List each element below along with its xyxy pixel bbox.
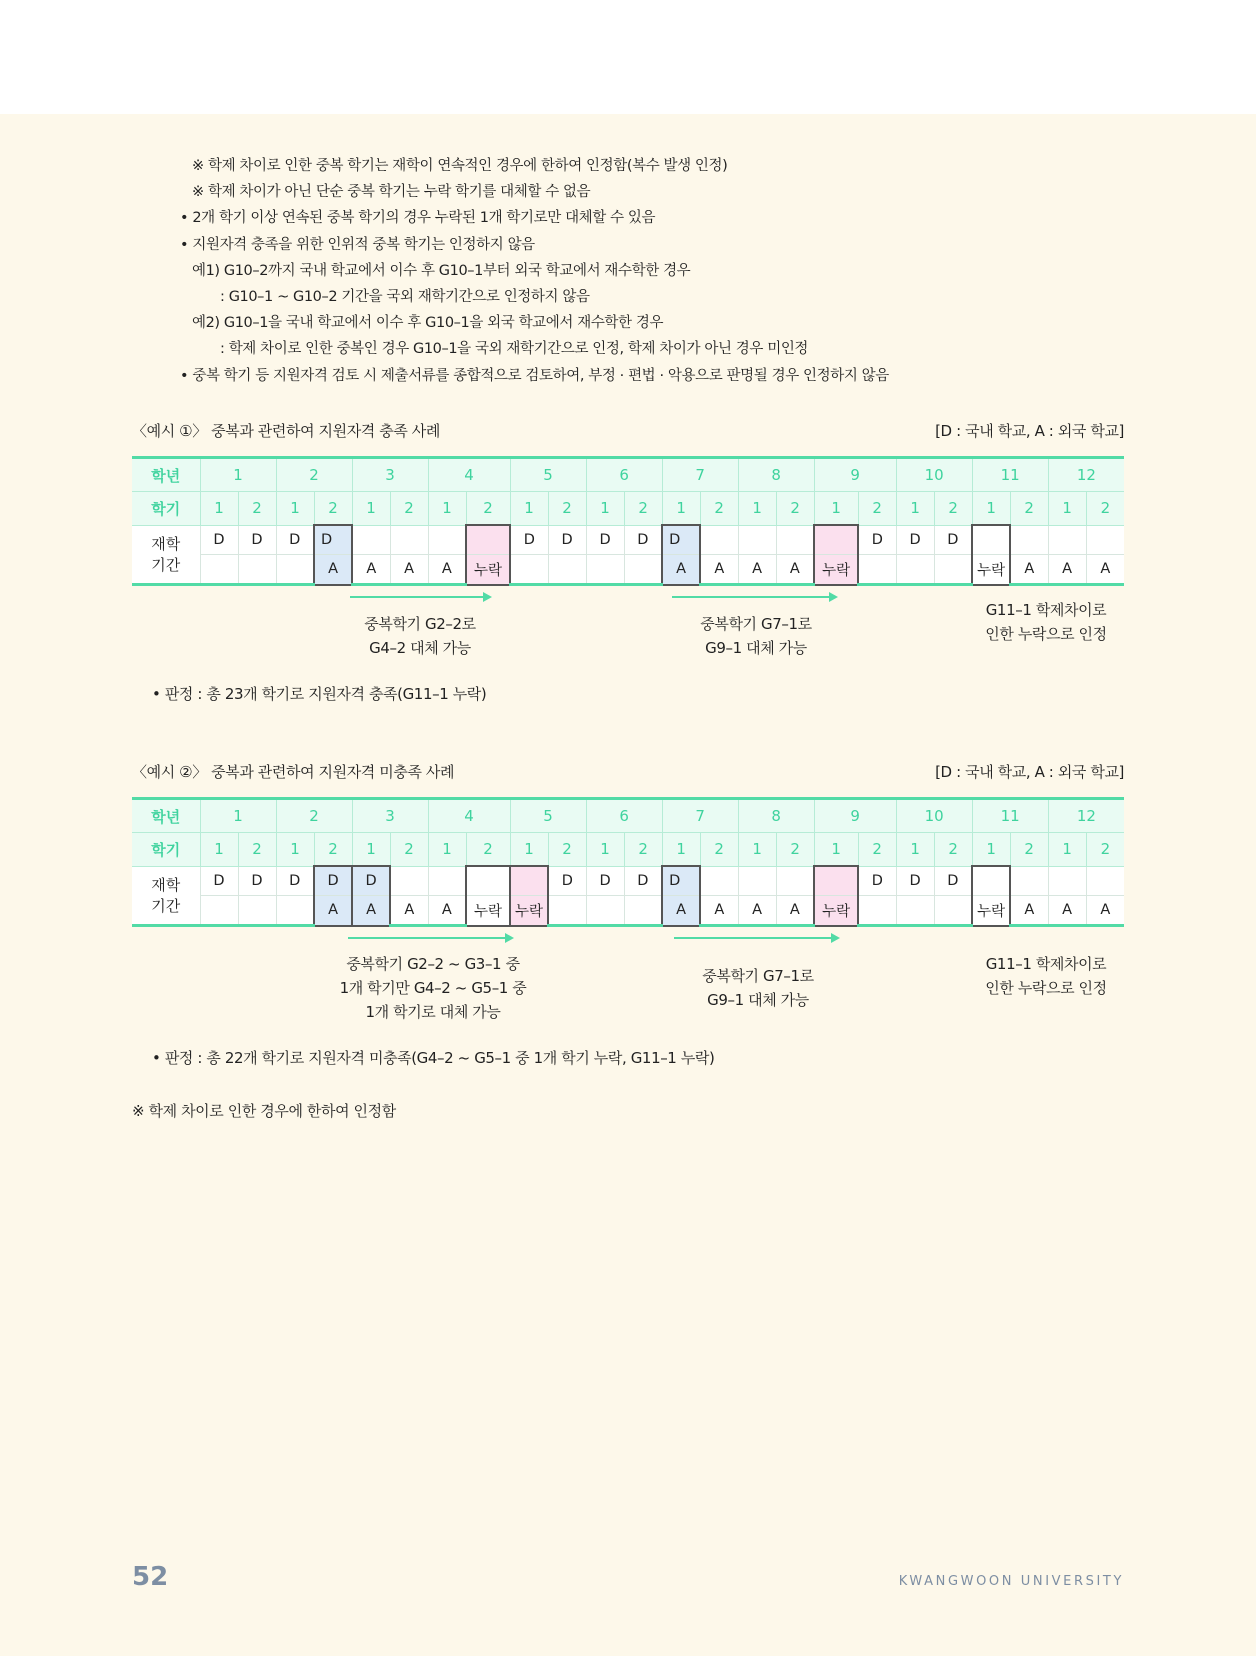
domestic-semester-cell — [1048, 866, 1086, 896]
foreign-semester-cell: A — [314, 896, 352, 926]
semester-cell: 2 — [858, 833, 896, 867]
domestic-semester-cell — [390, 525, 428, 555]
semester-cell: 2 — [624, 833, 662, 867]
domestic-semester-cell: D — [200, 525, 238, 555]
semester-cell: 1 — [1048, 833, 1086, 867]
foreign-semester-cell — [858, 555, 896, 585]
grade-cell: 9 — [814, 799, 896, 833]
foreign-semester-cell — [934, 555, 972, 585]
foreign-semester-cell: A — [1048, 896, 1086, 926]
semester-cell: 2 — [466, 833, 510, 867]
semester-cell: 1 — [1048, 492, 1086, 526]
intro-line: • 중복 학기 등 지원자격 검토 시 제출서류를 종합적으로 검토하여, 부정 · 편법 · 악용으로 판명될 경우 인정하지 않음 — [180, 367, 889, 384]
semester-cell: 1 — [200, 492, 238, 526]
domestic-semester-cell — [428, 866, 466, 896]
domestic-semester-cell: D — [314, 866, 352, 896]
foreign-semester-cell: A — [1086, 555, 1124, 585]
foreign-semester-cell: A — [1048, 555, 1086, 585]
example-1-legend: [D : 국내 학교, A : 외국 학교] — [935, 422, 1124, 440]
intro-line: ※ 학제 차이가 아닌 단순 중복 학기는 누락 학기를 대체할 수 없음 — [192, 184, 591, 201]
example-1-note-1 — [330, 612, 510, 660]
semester-cell: 2 — [1086, 492, 1124, 526]
domestic-semester-cell: D — [314, 525, 352, 555]
grade-cell: 1 — [200, 458, 276, 492]
foreign-semester-cell: A — [776, 896, 814, 926]
domestic-semester-cell: D — [934, 525, 972, 555]
note-line: G9–1 대체 가능 — [705, 639, 807, 657]
grade-cell: 12 — [1048, 458, 1124, 492]
note-line: 중복학기 G7–1로 — [700, 615, 812, 633]
semester-cell: 2 — [934, 833, 972, 867]
note-line: 1개 학기만 G4–2 ~ G5–1 중 — [339, 979, 527, 997]
domestic-semester-cell: D — [896, 525, 934, 555]
grade-cell: 7 — [662, 458, 738, 492]
semester-cell: 2 — [776, 492, 814, 526]
domestic-semester-cell — [1086, 866, 1124, 896]
semester-cell: 1 — [662, 492, 700, 526]
domestic-semester-cell — [466, 525, 510, 555]
domestic-semester-cell: D — [586, 525, 624, 555]
semester-cell: 2 — [700, 833, 738, 867]
domestic-semester-cell — [1010, 525, 1048, 555]
domestic-semester-cell — [972, 525, 1010, 555]
domestic-semester-cell — [390, 866, 428, 896]
semester-cell: 1 — [276, 492, 314, 526]
domestic-semester-cell — [814, 866, 858, 896]
enrollment-label-line: 재학 — [151, 876, 181, 895]
grade-header: 학년 — [132, 799, 200, 833]
foreign-semester-cell: A — [1010, 555, 1048, 585]
example-2-arrow-1 — [348, 937, 512, 939]
grade-cell: 3 — [352, 458, 428, 492]
grade-cell: 6 — [586, 799, 662, 833]
semester-cell: 1 — [428, 833, 466, 867]
semester-cell: 1 — [352, 833, 390, 867]
foreign-semester-cell — [896, 896, 934, 926]
note-line: 1개 학기로 대체 가능 — [365, 1003, 501, 1021]
grade-cell: 10 — [896, 799, 972, 833]
grade-cell: 6 — [586, 458, 662, 492]
note-line: G4–2 대체 가능 — [369, 639, 471, 657]
domestic-semester-cell — [972, 866, 1010, 896]
semester-cell: 1 — [276, 833, 314, 867]
grade-cell: 8 — [738, 799, 814, 833]
foreign-semester-cell: A — [662, 896, 700, 926]
domestic-semester-cell: D — [858, 525, 896, 555]
enrollment-label-line: 재학 — [151, 535, 181, 554]
semester-cell: 2 — [776, 833, 814, 867]
example-1-arrow-1 — [350, 596, 490, 598]
foreign-semester-cell — [238, 555, 276, 585]
example-2-note-3 — [956, 952, 1136, 1000]
foreign-semester-cell: A — [700, 555, 738, 585]
grade-cell: 1 — [200, 799, 276, 833]
semester-cell: 1 — [586, 492, 624, 526]
example-1-verdict: • 판정 : 총 23개 학기로 지원자격 충족(G11–1 누락) — [152, 685, 487, 703]
semester-cell: 1 — [510, 492, 548, 526]
domestic-semester-cell: D — [510, 525, 548, 555]
semester-cell: 2 — [390, 492, 428, 526]
intro-line: • 지원자격 충족을 위한 인위적 중복 학기는 인정하지 않음 — [180, 236, 535, 253]
semester-cell: 1 — [814, 833, 858, 867]
domestic-semester-cell — [738, 866, 776, 896]
foreign-semester-cell: A — [1086, 896, 1124, 926]
note-line: 중복학기 G2–2로 — [364, 615, 476, 633]
note-line: 중복학기 G7–1로 — [702, 967, 814, 985]
domestic-semester-cell: D — [624, 525, 662, 555]
domestic-semester-cell: D — [586, 866, 624, 896]
foreign-semester-cell: 누락 — [466, 555, 510, 585]
grade-cell: 8 — [738, 458, 814, 492]
semester-cell: 1 — [738, 833, 776, 867]
foreign-semester-cell — [548, 896, 586, 926]
foreign-semester-cell — [624, 896, 662, 926]
note-line: G9–1 대체 가능 — [707, 991, 809, 1009]
semester-cell: 2 — [1010, 492, 1048, 526]
foreign-semester-cell: A — [700, 896, 738, 926]
intro-line: : 학제 차이로 인한 중복인 경우 G10–1을 국외 재학기간으로 인정, 학제 차이가 아닌 경우 미인정 — [220, 341, 809, 358]
foreign-semester-cell — [896, 555, 934, 585]
foreign-semester-cell — [510, 555, 548, 585]
intro-line: • 2개 학기 이상 연속된 중복 학기의 경우 누락된 1개 학기로만 대체할 수 있음 — [180, 210, 656, 227]
domestic-semester-cell: D — [548, 525, 586, 555]
intro-line: : G10–1 ~ G10–2 기간을 국외 재학기간으로 인정하지 않음 — [220, 289, 590, 305]
semester-cell: 2 — [238, 833, 276, 867]
semester-cell: 2 — [934, 492, 972, 526]
domestic-semester-cell — [466, 866, 510, 896]
domestic-semester-cell: D — [548, 866, 586, 896]
enrollment-label — [132, 866, 200, 926]
grade-cell: 7 — [662, 799, 738, 833]
semester-cell: 1 — [510, 833, 548, 867]
domestic-semester-cell: D — [276, 866, 314, 896]
grade-cell: 5 — [510, 458, 586, 492]
semester-cell: 2 — [390, 833, 428, 867]
domestic-semester-cell — [510, 866, 548, 896]
example-1-note-3 — [956, 598, 1136, 646]
semester-cell: 2 — [314, 833, 352, 867]
semester-cell: 2 — [858, 492, 896, 526]
note-line: G11–1 학제차이로 — [985, 601, 1107, 619]
example-2-legend: [D : 국내 학교, A : 외국 학교] — [935, 763, 1124, 781]
grade-cell: 4 — [428, 799, 510, 833]
foreign-semester-cell: 누락 — [466, 896, 510, 926]
foreign-semester-cell — [200, 896, 238, 926]
foreign-semester-cell: A — [776, 555, 814, 585]
foreign-semester-cell — [200, 555, 238, 585]
grade-cell: 11 — [972, 799, 1048, 833]
semester-cell: 1 — [896, 492, 934, 526]
foreign-semester-cell: 누락 — [814, 555, 858, 585]
foreign-semester-cell: A — [738, 555, 776, 585]
foreign-semester-cell: 누락 — [972, 896, 1010, 926]
foreign-semester-cell: 누락 — [510, 896, 548, 926]
foreign-semester-cell — [858, 896, 896, 926]
domestic-semester-cell: D — [934, 866, 972, 896]
domestic-semester-cell: D — [662, 525, 700, 555]
semester-cell: 2 — [1086, 833, 1124, 867]
semester-cell: 1 — [972, 833, 1010, 867]
example-2-arrow-2 — [674, 937, 838, 939]
foreign-semester-cell: A — [390, 555, 428, 585]
domestic-semester-cell: D — [200, 866, 238, 896]
semester-cell: 2 — [624, 492, 662, 526]
intro-line: 예2) G10–1을 국내 학교에서 이수 후 G10–1을 외국 학교에서 재수학한 경우 — [192, 315, 664, 332]
domestic-semester-cell: D — [276, 525, 314, 555]
foreign-semester-cell: A — [428, 555, 466, 585]
grade-cell: 9 — [814, 458, 896, 492]
foreign-semester-cell — [934, 896, 972, 926]
semester-cell: 2 — [700, 492, 738, 526]
semester-cell: 2 — [1010, 833, 1048, 867]
semester-cell: 2 — [466, 492, 510, 526]
foreign-semester-cell — [586, 896, 624, 926]
domestic-semester-cell — [1048, 525, 1086, 555]
foreign-semester-cell: A — [662, 555, 700, 585]
intro-line: ※ 학제 차이로 인한 중복 학기는 재학이 연속적인 경우에 한하여 인정함(복수 발생 인정) — [192, 158, 728, 174]
semester-cell: 2 — [238, 492, 276, 526]
page-number: 52 — [132, 1562, 169, 1592]
semester-cell: 1 — [352, 492, 390, 526]
note-line: 인한 누락으로 인정 — [985, 625, 1107, 643]
grade-header: 학년 — [132, 458, 200, 492]
foreign-semester-cell: 누락 — [814, 896, 858, 926]
domestic-semester-cell: D — [662, 866, 700, 896]
foreign-semester-cell — [238, 896, 276, 926]
domestic-semester-cell: D — [238, 866, 276, 896]
example-2-verdict: • 판정 : 총 22개 학기로 지원자격 미충족(G4–2 ~ G5–1 중 1개 학기 누락, G11–1 누락) — [152, 1049, 715, 1067]
semester-header: 학기 — [132, 492, 200, 526]
grade-cell: 5 — [510, 799, 586, 833]
note-line: 중복학기 G2–2 ~ G3–1 중 — [346, 955, 520, 973]
foreign-semester-cell: A — [738, 896, 776, 926]
enrollment-label-line: 기간 — [151, 897, 181, 916]
semester-header: 학기 — [132, 833, 200, 867]
domestic-semester-cell: D — [352, 866, 390, 896]
foreign-semester-cell — [276, 896, 314, 926]
domestic-semester-cell — [428, 525, 466, 555]
semester-cell: 1 — [814, 492, 858, 526]
semester-cell: 1 — [200, 833, 238, 867]
footnote: ※ 학제 차이로 인한 경우에 한하여 인정함 — [132, 1102, 396, 1120]
semester-cell: 1 — [428, 492, 466, 526]
grade-cell: 12 — [1048, 799, 1124, 833]
example-1-table — [132, 456, 1124, 586]
grade-cell: 4 — [428, 458, 510, 492]
semester-cell: 1 — [896, 833, 934, 867]
foreign-semester-cell: A — [352, 555, 390, 585]
foreign-semester-cell — [548, 555, 586, 585]
foreign-semester-cell: A — [314, 555, 352, 585]
domestic-semester-cell: D — [858, 866, 896, 896]
domestic-semester-cell — [814, 525, 858, 555]
foreign-semester-cell: A — [428, 896, 466, 926]
note-line: 인한 누락으로 인정 — [985, 979, 1107, 997]
foreign-semester-cell — [624, 555, 662, 585]
grade-cell: 2 — [276, 799, 352, 833]
domestic-semester-cell — [700, 866, 738, 896]
grade-cell: 2 — [276, 458, 352, 492]
example-1-caption: 〈예시 ①〉 중복과 관련하여 지원자격 충족 사례 — [132, 422, 440, 440]
foreign-semester-cell: A — [1010, 896, 1048, 926]
foreign-semester-cell — [586, 555, 624, 585]
semester-cell: 1 — [972, 492, 1010, 526]
domestic-semester-cell — [352, 525, 390, 555]
domestic-semester-cell — [1086, 525, 1124, 555]
domestic-semester-cell — [776, 866, 814, 896]
domestic-semester-cell: D — [624, 866, 662, 896]
example-2-note-1 — [318, 952, 548, 1024]
domestic-semester-cell: D — [238, 525, 276, 555]
grade-cell: 11 — [972, 458, 1048, 492]
enrollment-label-line: 기간 — [151, 556, 181, 575]
semester-cell: 2 — [548, 492, 586, 526]
example-1-arrow-2 — [672, 596, 836, 598]
foreign-semester-cell: A — [352, 896, 390, 926]
foreign-semester-cell: 누락 — [972, 555, 1010, 585]
foreign-semester-cell: A — [390, 896, 428, 926]
domestic-semester-cell — [738, 525, 776, 555]
university-name: KWANGWOON UNIVERSITY — [898, 1574, 1124, 1589]
domestic-semester-cell: D — [896, 866, 934, 896]
semester-cell: 1 — [662, 833, 700, 867]
example-2-table — [132, 797, 1124, 927]
grade-cell: 10 — [896, 458, 972, 492]
domestic-semester-cell — [700, 525, 738, 555]
domestic-semester-cell — [776, 525, 814, 555]
foreign-semester-cell — [276, 555, 314, 585]
domestic-semester-cell — [1010, 866, 1048, 896]
grade-cell: 3 — [352, 799, 428, 833]
enrollment-label — [132, 525, 200, 585]
example-1-note-2 — [666, 612, 846, 660]
note-line: G11–1 학제차이로 — [985, 955, 1107, 973]
semester-cell: 2 — [548, 833, 586, 867]
semester-cell: 2 — [314, 492, 352, 526]
intro-line: 예1) G10–2까지 국내 학교에서 이수 후 G10–1부터 외국 학교에서 재수학한 경우 — [192, 262, 691, 279]
semester-cell: 1 — [738, 492, 776, 526]
semester-cell: 1 — [586, 833, 624, 867]
example-2-note-2 — [668, 964, 848, 1012]
example-2-caption: 〈예시 ②〉 중복과 관련하여 지원자격 미충족 사례 — [132, 763, 455, 781]
